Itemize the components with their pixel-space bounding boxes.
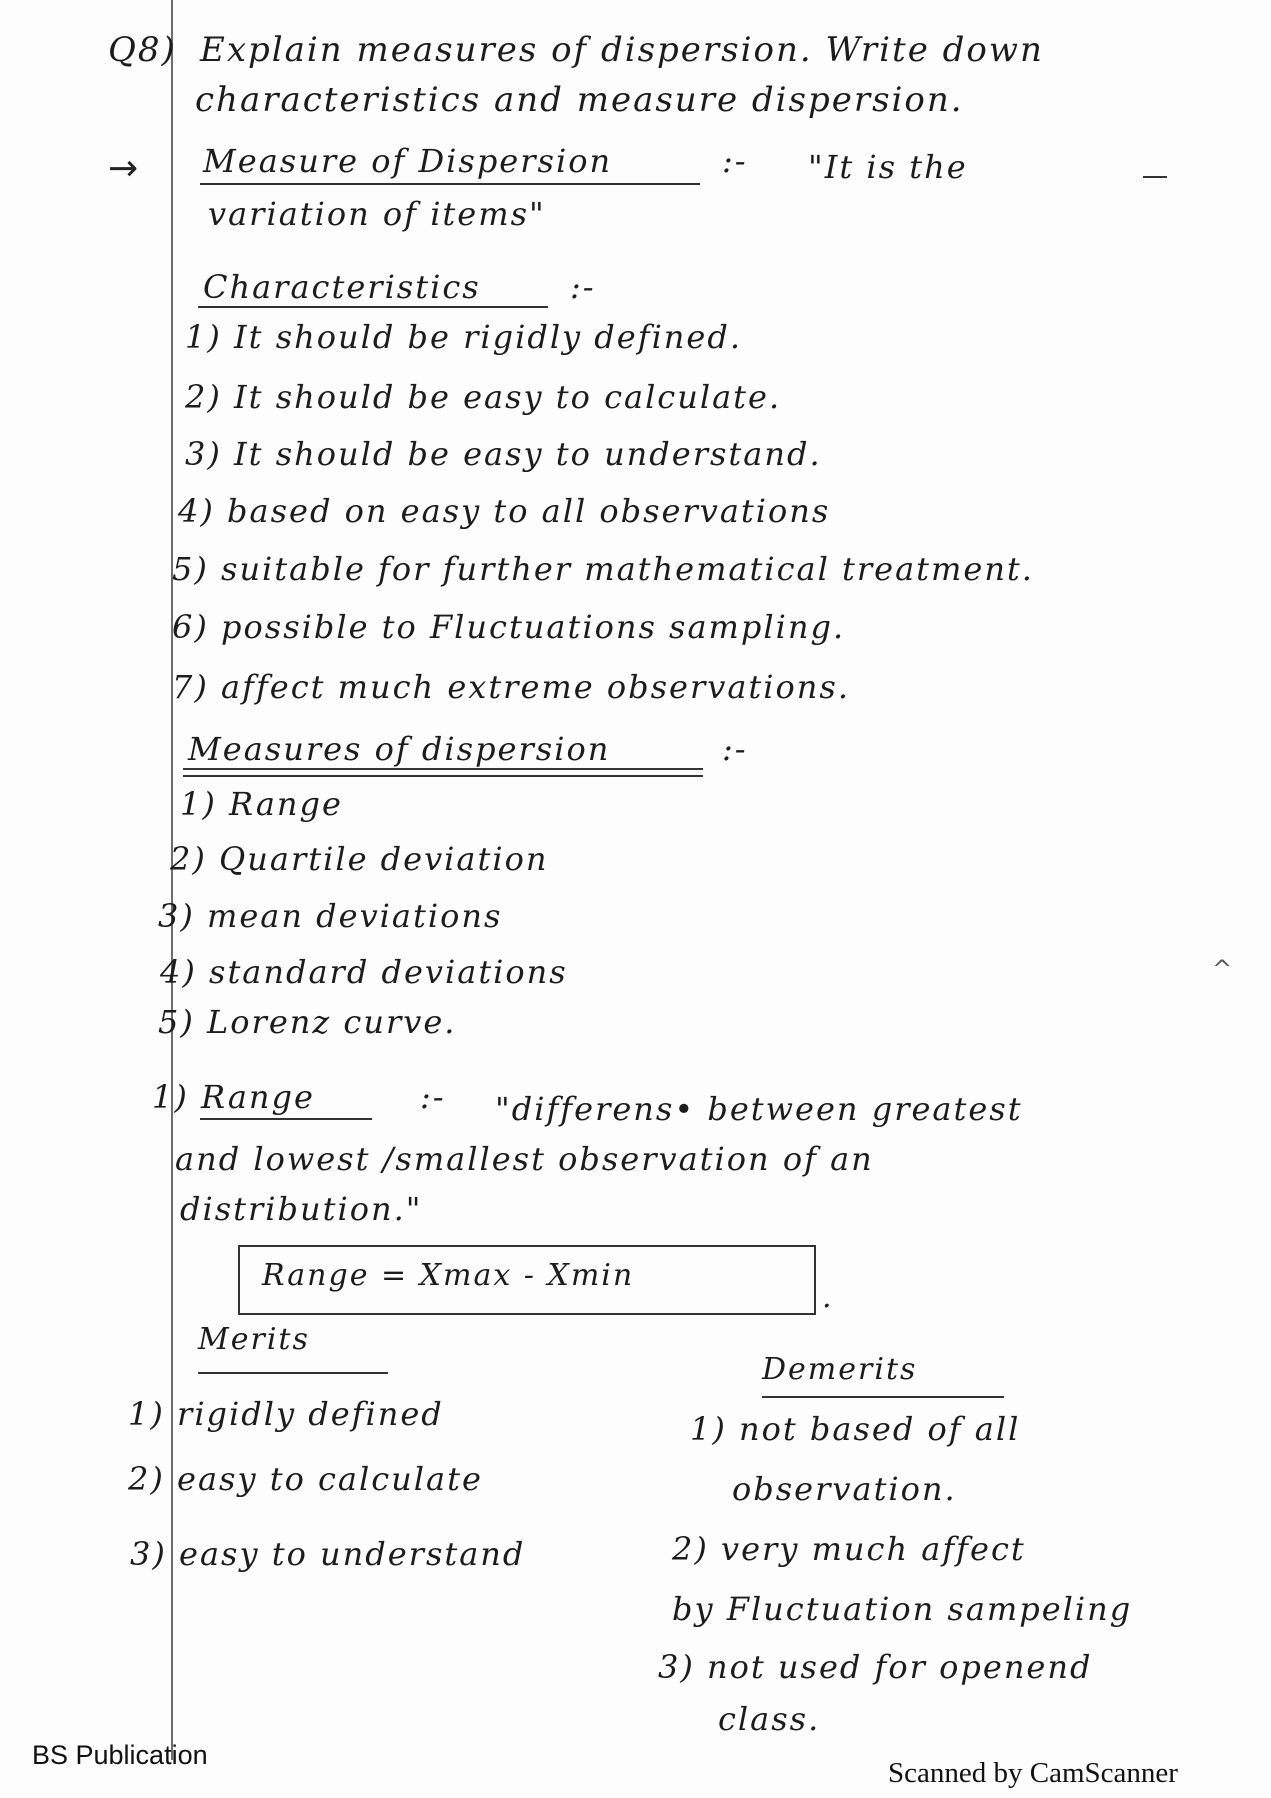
range-formula: Range = Xmax - Xmin — [262, 1258, 635, 1293]
characteristic-item: 5) suitable for further mathematical treatment. — [172, 550, 1034, 588]
caret-mark-icon: ^ — [1212, 955, 1233, 983]
characteristics-underline — [198, 306, 548, 308]
demerits-underline — [762, 1396, 1004, 1398]
demerits-heading: Demerits — [762, 1352, 918, 1387]
scanner-watermark: Scanned by CamScanner — [888, 1757, 1178, 1789]
characteristic-item: 4) based on easy to all observations — [178, 492, 831, 530]
merits-underline — [198, 1372, 388, 1374]
definition-quote-line-2: variation of items" — [208, 195, 546, 233]
characteristic-item: 1) It should be rigidly defined. — [185, 318, 742, 356]
measure-item: 1) Range — [180, 785, 343, 823]
demerit-item: by Fluctuation sampeling — [672, 1590, 1133, 1628]
question-line-1: Explain measures of dispersion. Write down — [200, 30, 1044, 70]
merit-item: 3) easy to understand — [130, 1535, 526, 1573]
characteristic-item: 2) It should be easy to calculate. — [185, 378, 782, 416]
range-underline — [200, 1118, 372, 1120]
question-line-2: characteristics and measure dispersion. — [195, 80, 964, 120]
definition-separator: :- — [722, 142, 748, 180]
characteristics-separator: :- — [570, 268, 596, 306]
publisher-label: BS Publication — [32, 1740, 208, 1770]
measure-item: 4) standard deviations — [160, 953, 568, 991]
measure-item: 3) mean deviations — [158, 897, 503, 935]
range-definition-line-1: "differens• between greatest — [495, 1090, 1023, 1128]
merits-heading: Merits — [198, 1322, 310, 1357]
merit-item: 2) easy to calculate — [128, 1460, 483, 1498]
characteristic-item: 7) affect much extreme observations. — [172, 668, 850, 706]
demerit-item: 2) very much affect — [672, 1530, 1026, 1568]
question-number: Q8) — [108, 30, 177, 70]
demerit-item: 3) not used for openend — [658, 1648, 1093, 1686]
measures-separator: :- — [722, 730, 748, 768]
definition-heading: Measure of Dispersion — [203, 142, 613, 180]
demerit-item: class. — [718, 1700, 821, 1738]
characteristic-item: 3) It should be easy to understand. — [185, 435, 822, 473]
merit-item: 1) rigidly defined — [128, 1395, 444, 1433]
measures-heading: Measures of dispersion — [188, 730, 611, 768]
range-separator: :- — [420, 1078, 446, 1116]
range-definition-line-2: and lowest /smallest observation of an — [175, 1140, 874, 1178]
measures-underline-2 — [183, 775, 703, 777]
measure-item: 2) Quartile deviation — [170, 840, 549, 878]
definition-underline — [200, 183, 700, 185]
definition-continuation-dash — [1143, 176, 1167, 178]
range-heading: 1) Range — [152, 1078, 315, 1116]
definition-quote-line-1: "It is the — [808, 148, 968, 186]
demerit-item: 1) not based of all — [690, 1410, 1021, 1448]
answer-arrow-icon: → — [108, 148, 139, 189]
measure-item: 5) Lorenz curve. — [158, 1003, 457, 1041]
characteristics-heading: Characteristics — [203, 268, 481, 306]
characteristic-item: 6) possible to Fluctuations sampling. — [172, 608, 846, 646]
demerit-item: observation. — [732, 1470, 957, 1508]
range-definition-line-3: distribution." — [180, 1190, 423, 1228]
range-formula-end: . — [822, 1280, 834, 1315]
measures-underline — [183, 768, 703, 770]
